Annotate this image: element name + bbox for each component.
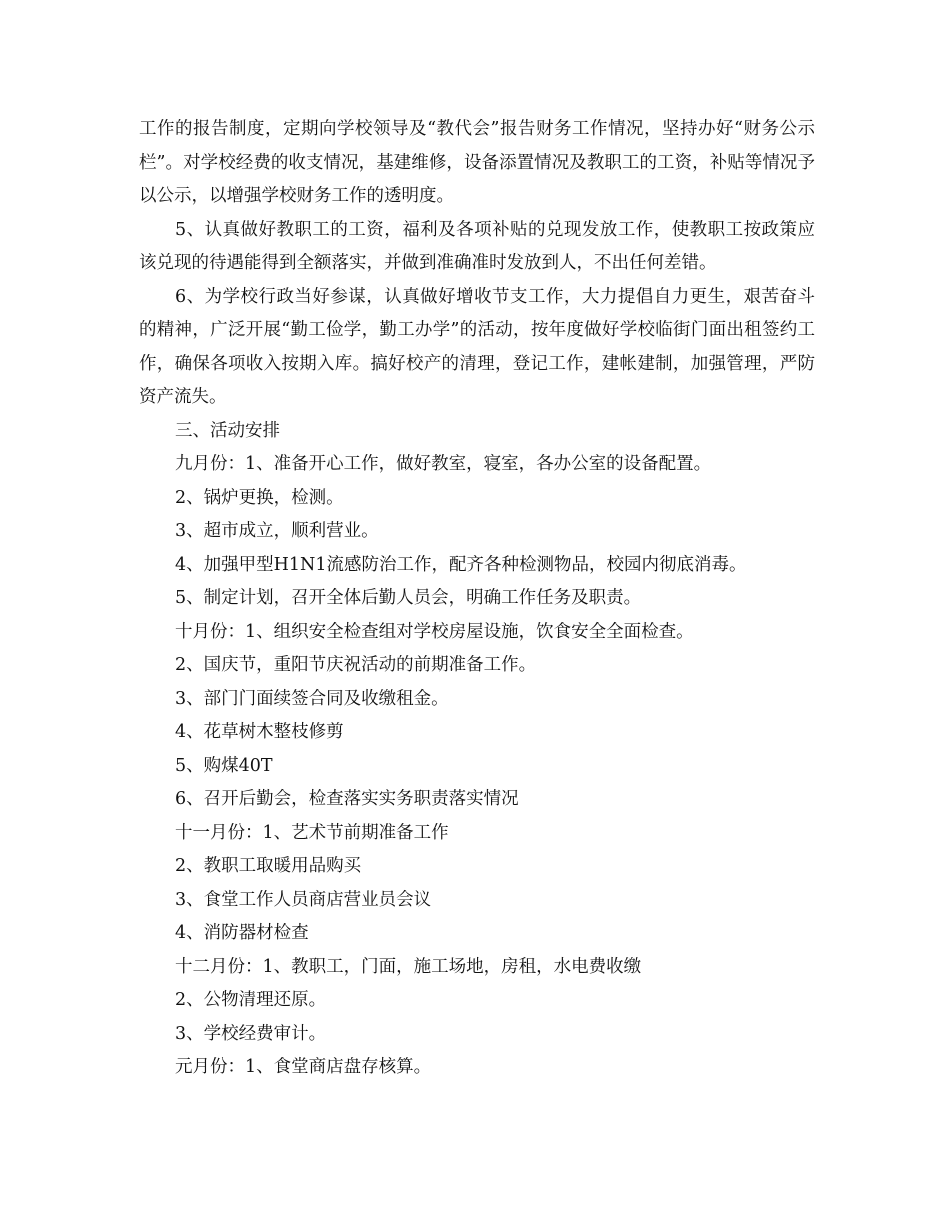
paragraph-item-5: 5、认真做好教职工的工资，福利及各项补贴的兑现发放工作，使教职工按政策应该兑现的待遇能得到全额落实，并做到准确准时发放到人，不出任何差错。 [139,219,815,273]
schedule-line: 2、教职工取暖用品购买 [175,856,362,876]
schedule-line: 十一月份：1、艺术节前期准备工作 [175,822,449,843]
schedule-line: 2、公物清理还原。 [175,990,327,1010]
schedule-line: 十月份：1、组织安全检查组对学校房屋设施，饮食安全全面检查。 [175,621,694,642]
schedule-line: 2、国庆节，重阳节庆祝活动的前期准备工作。 [175,655,537,675]
schedule-line: 元月份：1、食堂商店盘存核算。 [175,1057,432,1077]
document-body [139,113,815,1085]
schedule-line: 5、购煤40T [175,755,273,776]
schedule-line: 5、制定计划，召开全体后勤人员会，明确工作任务及职责。 [175,588,642,608]
schedule-line: 4、加强甲型H1N1流感防治工作，配齐各种检测物品，校园内彻底消毒。 [175,554,747,575]
paragraph-item-6: 6、为学校行政当好参谋，认真做好增收节支工作，大力提倡自力更生，艰苦奋斗的精神，广泛开展“勤工俭学，勤工办学”的活动，按年度做好学校临街门面出租签约工作，确保各项收入按期入库。搞好校产的清理，登记工作，建帐建制，加强管理，严防资产流失。 [139,286,815,407]
paragraph-continuation: 工作的报告制度，定期向学校领导及“教代会”报告财务工作情况，坚持办好“财务公示栏”。对学校经费的收支情况，基建维修，设备添置情况及教职工的工资，补贴等情况予以公示，以增强学校财务工作的透明度。 [139,119,815,206]
schedule-line: 3、部门门面续签合同及收缴租金。 [175,688,449,709]
schedule-line: 十二月份：1、教职工，门面，施工场地，房租，水电费收缴 [175,956,642,977]
schedule-line: 3、食堂工作人员商店营业员会议 [175,889,432,910]
schedule-line: 4、消防器材检查 [175,923,309,943]
schedule-line: 6、召开后勤会，检查落实实务职责落实情况 [175,789,519,809]
schedule-line: 2、锅炉更换，检测。 [175,487,344,508]
section-heading: 三、活动安排 [175,420,280,441]
schedule-line: 3、超市成立，顺利营业。 [175,521,379,541]
schedule-line: 4、花草树木整枝修剪 [175,722,344,742]
schedule-line: 3、学校经费审计。 [175,1023,327,1044]
schedule-line: 九月份：1、准备开心工作，做好教室，寝室，各办公室的设备配置。 [175,454,712,474]
